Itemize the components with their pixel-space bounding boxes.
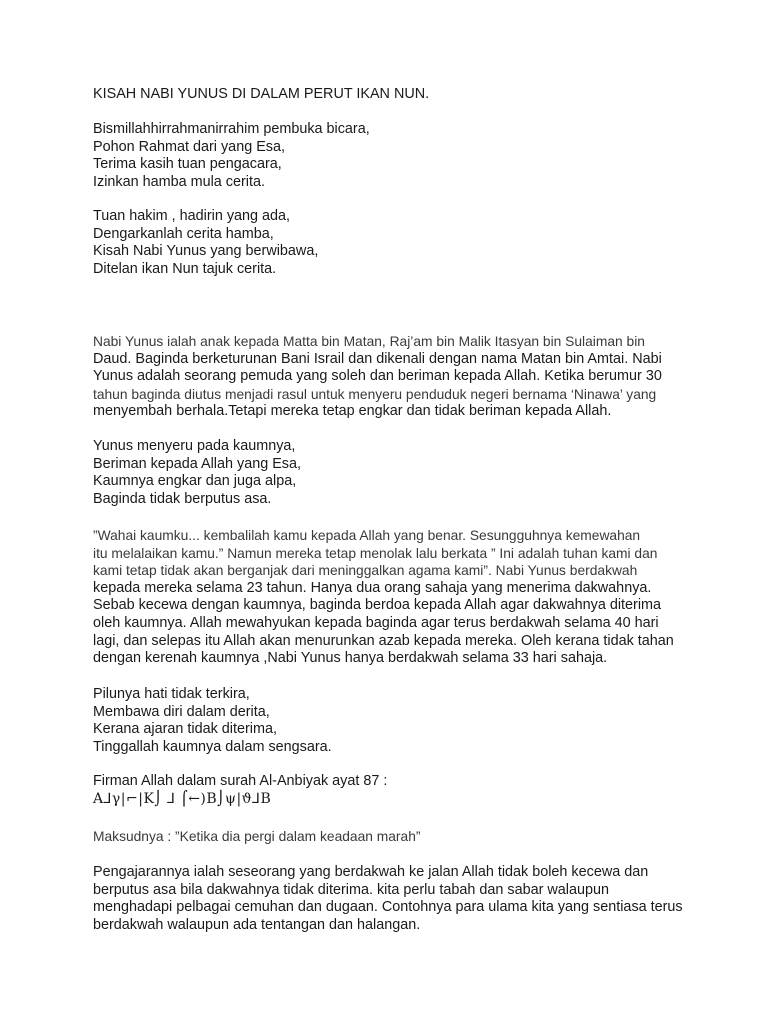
firman-section xyxy=(93,773,387,808)
maksudnya-line: Maksudnya : ”Ketika dia pergi dalam keadaan marah” xyxy=(93,829,421,844)
paragraph-line: oleh kaumnya. Allah mewahyukan kepada baginda agar terus berdakwah selama 40 hari xyxy=(93,614,659,631)
paragraph-line: kami tetap tidak akan berganjak dari meninggalkan agama kami”. Nabi Yunus berdakwah xyxy=(93,563,638,579)
document-title: KISAH NABI YUNUS DI DALAM PERUT IKAN NUN. xyxy=(93,86,430,102)
stanza-line: Terima kasih tuan pengacara, xyxy=(93,156,282,173)
paragraph-line: lagi, dan selepas itu Allah akan menurunkan azab kepada mereka. Oleh kerana tidak tahan xyxy=(93,632,674,649)
paragraph-line: Pengajarannya ialah seseorang yang berdakwah ke jalan Allah tidak boleh kecewa dan xyxy=(93,864,649,880)
stanza-line: Tuan hakim , hadirin yang ada, xyxy=(93,208,291,224)
paragraph-line: dengan kerenah kaumnya ,Nabi Yunus hanya berdakwah selama 33 hari sahaja. xyxy=(93,650,608,667)
stanza-line: Izinkan hamba mula cerita. xyxy=(93,173,265,190)
stanza-line: Tinggallah kaumnya dalam sengsara. xyxy=(93,738,332,755)
paragraph-line: Nabi Yunus ialah anak kepada Matta bin Matan, Raj’am bin Malik Itasyan bin Sulaiman bin xyxy=(93,334,645,349)
poem-stanza-4 xyxy=(93,686,332,756)
stanza-line: Dengarkanlah cerita hamba, xyxy=(93,225,274,242)
paragraph-line: kepada mereka selama 23 tahun. Hanya dua orang sahaja yang menerima dakwahnya. xyxy=(93,579,652,596)
stanza-line: Kaumnya engkar dan juga alpa, xyxy=(93,473,297,490)
poem-stanza-3 xyxy=(93,438,301,508)
stanza-line: Ditelan ikan Nun tajuk cerita. xyxy=(93,260,277,277)
arabic-verse-glyphs: A⅃γ|⌐|K⌡ ⅃ ⌠←)B⌡ψ|ϑ⅃B xyxy=(93,790,272,807)
paragraph-line: berputus asa bila dakwahnya tidak diterima. kita perlu tabah dan sabar walaupun xyxy=(93,881,609,898)
paragraph-line: menyembah berhala.Tetapi mereka tetap engkar dan tidak beriman kepada Allah. xyxy=(93,403,612,420)
paragraph-line: menghadapi pelbagai cemuhan dan dugaan. Contohnya para ulama kita yang sentiasa terus xyxy=(93,899,683,916)
paragraph-line: Sebab kecewa dengan kaumnya, baginda berdoa kepada Allah agar dakwahnya diterima xyxy=(93,597,662,614)
poem-stanza-1 xyxy=(93,121,370,191)
stanza-line: Beriman kepada Allah yang Esa, xyxy=(93,455,301,472)
poem-stanza-2 xyxy=(93,208,318,278)
firman-heading: Firman Allah dalam surah Al-Anbiyak ayat 87 : xyxy=(93,773,388,789)
stanza-line: Kisah Nabi Yunus yang berwibawa, xyxy=(93,243,319,260)
stanza-line: Pohon Rahmat dari yang Esa, xyxy=(93,138,285,155)
stanza-line: Yunus menyeru pada kaumnya, xyxy=(93,438,296,454)
stanza-line: Bismillahhirrahmanirrahim pembuka bicara, xyxy=(93,121,370,137)
paragraph-3 xyxy=(93,864,683,934)
paragraph-1 xyxy=(93,333,662,421)
paragraph-line: tahun baginda diutus menjadi rasul untuk menyeru penduduk negeri bernama ‘Ninawa’ yang xyxy=(93,386,657,402)
stanza-line: Membawa diri dalam derita, xyxy=(93,703,270,720)
paragraph-line: Yunus adalah seorang pemuda yang soleh dan beriman kepada Allah. Ketika berumur 30 xyxy=(93,368,662,385)
paragraph-line: itu melalaikan kamu.” Namun mereka tetap menolak lalu berkata ” Ini adalah tuhan kami dan xyxy=(93,545,658,561)
maksudnya-section xyxy=(93,828,420,846)
paragraph-line: ”Wahai kaumku... kembalilah kamu kepada Allah yang benar. Sesungguhnya kemewahan xyxy=(93,528,641,543)
paragraph-2 xyxy=(93,527,674,668)
stanza-line: Kerana ajaran tidak diterima, xyxy=(93,721,277,738)
stanza-line: Pilunya hati tidak terkira, xyxy=(93,686,250,702)
paragraph-line: Daud. Baginda berketurunan Bani Israil dan dikenali dengan nama Matan bin Amtai. Nabi xyxy=(93,350,662,367)
paragraph-line: berdakwah walaupun ada tentangan dan halangan. xyxy=(93,916,421,933)
stanza-line: Baginda tidak berputus asa. xyxy=(93,490,272,507)
